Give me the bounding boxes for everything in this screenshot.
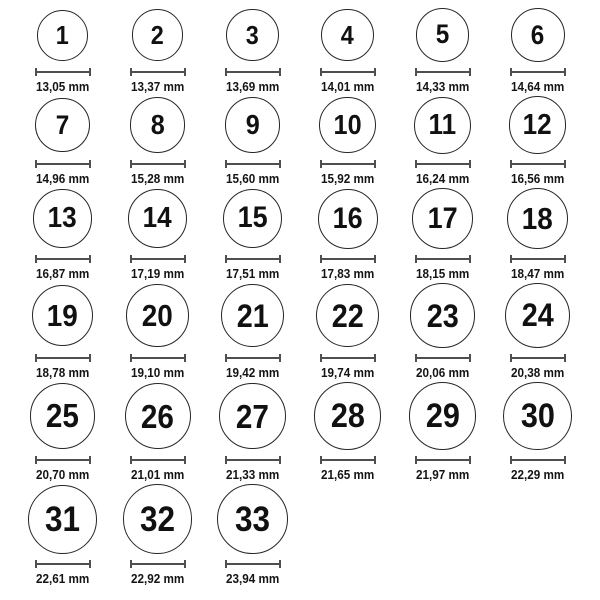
ring-circle-box — [412, 186, 473, 251]
ring-size-number: 13 — [47, 202, 78, 234]
ring-circle-box — [217, 482, 287, 556]
ring-size-number: 33 — [234, 499, 271, 539]
diameter-measure-line — [225, 456, 281, 464]
ring-size-cell — [395, 6, 490, 94]
ring-circle — [412, 188, 473, 249]
ring-circle — [32, 285, 94, 347]
ring-size-number: 23 — [426, 297, 459, 334]
ring-circle — [503, 382, 571, 450]
ring-circle — [30, 383, 95, 448]
ring-circle — [225, 97, 281, 153]
ring-size-number: 29 — [425, 396, 460, 435]
ring-circle — [226, 9, 278, 61]
diameter-mm-label: 19,42 mm — [225, 365, 280, 380]
ring-circle-box — [416, 6, 469, 64]
ring-size-cell — [110, 281, 205, 380]
ring-circle-box — [30, 380, 95, 452]
ring-size-cell — [205, 6, 300, 94]
ring-circle — [28, 485, 97, 554]
ring-circle — [414, 97, 471, 154]
ring-size-number: 24 — [521, 297, 554, 334]
diameter-mm-label: 22,92 mm — [130, 571, 185, 586]
ring-size-row — [0, 281, 600, 380]
ring-size-cell — [205, 94, 300, 186]
ring-size-cell — [300, 94, 395, 186]
diameter-measure-line — [225, 68, 281, 76]
ring-size-number: 5 — [435, 19, 450, 50]
ring-size-cell — [300, 380, 395, 482]
diameter-measure-line — [320, 255, 376, 263]
diameter-mm-label: 14,64 mm — [510, 79, 565, 94]
diameter-mm-label: 15,28 mm — [130, 171, 185, 186]
ring-size-cell — [110, 6, 205, 94]
ring-circle — [318, 189, 378, 249]
diameter-measure-line — [225, 160, 281, 168]
ring-size-row — [0, 380, 600, 482]
diameter-measure-line — [415, 68, 471, 76]
ring-circle — [221, 284, 284, 347]
diameter-measure-line — [320, 160, 376, 168]
ring-size-number: 26 — [140, 397, 175, 435]
diameter-mm-label: 15,92 mm — [320, 171, 375, 186]
ring-size-number: 10 — [333, 108, 362, 140]
diameter-mm-label: 21,65 mm — [320, 467, 375, 482]
ring-circle-box — [321, 6, 374, 64]
ring-circle-box — [511, 6, 565, 64]
ring-circle-box — [319, 94, 375, 156]
ring-size-cell — [15, 6, 110, 94]
diameter-measure-line — [130, 160, 186, 168]
ring-size-cell — [110, 380, 205, 482]
diameter-mm-label: 14,01 mm — [320, 79, 375, 94]
ring-circle-box — [126, 281, 188, 350]
ring-size-cell — [205, 380, 300, 482]
diameter-measure-line — [35, 560, 91, 568]
ring-size-cell — [205, 186, 300, 281]
ring-circle — [321, 9, 374, 62]
ring-circle-box — [35, 94, 90, 156]
ring-size-cell — [395, 281, 490, 380]
diameter-mm-label: 16,56 mm — [510, 171, 565, 186]
ring-size-number: 21 — [236, 297, 269, 334]
ring-size-number: 14 — [142, 201, 173, 234]
ring-size-number: 18 — [521, 201, 554, 236]
ring-circle — [128, 189, 187, 248]
diameter-measure-line — [130, 255, 186, 263]
diameter-mm-label: 18,78 mm — [35, 365, 90, 380]
diameter-measure-line — [320, 354, 376, 362]
diameter-measure-line — [510, 354, 566, 362]
ring-size-number: 11 — [428, 108, 457, 141]
ring-circle-box — [28, 482, 97, 556]
ring-size-cell — [490, 186, 585, 281]
ring-circle-box — [507, 186, 568, 251]
ring-circle — [410, 283, 474, 347]
diameter-measure-line — [130, 68, 186, 76]
ring-circle-box — [33, 186, 91, 251]
ring-circle — [223, 189, 282, 248]
ring-circle — [507, 188, 568, 249]
ring-circle — [217, 484, 287, 554]
ring-size-number: 9 — [245, 108, 260, 140]
diameter-mm-label: 18,15 mm — [415, 266, 470, 281]
ring-circle — [125, 383, 191, 449]
ring-size-number: 16 — [332, 201, 363, 235]
ring-circle — [35, 98, 90, 153]
ring-size-number: 20 — [141, 297, 174, 333]
diameter-measure-line — [415, 255, 471, 263]
diameter-measure-line — [415, 354, 471, 362]
ring-circle-box — [226, 6, 278, 64]
diameter-mm-label: 14,96 mm — [35, 171, 90, 186]
diameter-mm-label: 20,38 mm — [510, 365, 565, 380]
ring-size-cell — [15, 281, 110, 380]
diameter-measure-line — [35, 68, 91, 76]
diameter-mm-label: 21,97 mm — [415, 467, 470, 482]
ring-size-number: 15 — [237, 201, 268, 235]
ring-size-row — [0, 482, 600, 586]
diameter-measure-line — [225, 255, 281, 263]
ring-size-number: 1 — [55, 20, 70, 50]
diameter-mm-label: 20,06 mm — [415, 365, 470, 380]
ring-size-number: 7 — [55, 109, 70, 140]
diameter-measure-line — [225, 560, 281, 568]
ring-size-number: 32 — [139, 499, 176, 539]
ring-size-cell — [300, 186, 395, 281]
diameter-mm-label: 22,61 mm — [35, 571, 90, 586]
diameter-mm-label: 19,10 mm — [130, 365, 185, 380]
ring-size-number: 19 — [46, 297, 79, 333]
ring-circle-box — [314, 380, 381, 452]
diameter-measure-line — [415, 160, 471, 168]
ring-size-cell — [395, 94, 490, 186]
diameter-mm-label: 14,33 mm — [415, 79, 470, 94]
diameter-measure-line — [415, 456, 471, 464]
diameter-mm-label: 20,70 mm — [35, 467, 90, 482]
ring-size-cell — [15, 94, 110, 186]
ring-size-cell — [395, 186, 490, 281]
diameter-measure-line — [130, 560, 186, 568]
ring-size-cell — [15, 186, 110, 281]
ring-circle — [33, 189, 91, 247]
diameter-mm-label: 16,24 mm — [415, 171, 470, 186]
ring-size-cell — [490, 6, 585, 94]
ring-circle-box — [318, 186, 378, 251]
ring-circle-box — [410, 281, 474, 350]
ring-size-cell — [300, 281, 395, 380]
ring-circle-box — [37, 6, 88, 64]
ring-circle — [509, 96, 567, 154]
ring-circle-box — [132, 6, 184, 64]
ring-circle — [409, 382, 477, 450]
ring-circle — [126, 284, 188, 346]
diameter-mm-label: 17,83 mm — [320, 266, 375, 281]
ring-circle-box — [125, 380, 191, 452]
ring-size-number: 25 — [45, 397, 80, 435]
ring-circle — [37, 10, 88, 61]
diameter-mm-label: 13,37 mm — [130, 79, 185, 94]
ring-circle — [132, 9, 184, 61]
diameter-mm-label: 22,29 mm — [510, 467, 565, 482]
diameter-mm-label: 15,60 mm — [225, 171, 280, 186]
ring-circle-box — [316, 281, 380, 350]
ring-circle — [505, 283, 570, 348]
ring-size-number: 31 — [44, 499, 81, 539]
diameter-mm-label: 17,19 mm — [130, 266, 185, 281]
ring-size-number: 22 — [331, 297, 364, 334]
diameter-mm-label: 13,05 mm — [35, 79, 90, 94]
ring-size-number: 17 — [427, 201, 458, 235]
ring-size-cell — [110, 186, 205, 281]
diameter-measure-line — [225, 354, 281, 362]
diameter-measure-line — [320, 456, 376, 464]
ring-circle-box — [32, 281, 94, 350]
ring-circle-box — [123, 482, 193, 556]
diameter-mm-label: 19,74 mm — [320, 365, 375, 380]
ring-size-number: 30 — [520, 396, 555, 435]
ring-circle — [316, 284, 380, 348]
diameter-mm-label: 21,33 mm — [225, 467, 280, 482]
diameter-measure-line — [510, 456, 566, 464]
ring-circle — [123, 484, 193, 554]
diameter-measure-line — [510, 68, 566, 76]
ring-size-number: 28 — [330, 397, 365, 435]
ring-size-cell — [205, 281, 300, 380]
ring-size-cell — [110, 94, 205, 186]
ring-circle-box — [409, 380, 477, 452]
diameter-measure-line — [510, 255, 566, 263]
ring-circle-box — [505, 281, 570, 350]
ring-circle-box — [128, 186, 187, 251]
ring-size-number: 4 — [340, 19, 354, 50]
diameter-mm-label: 21,01 mm — [130, 467, 185, 482]
diameter-measure-line — [130, 456, 186, 464]
ring-circle-box — [509, 94, 567, 156]
ring-circle-box — [219, 380, 286, 452]
diameter-measure-line — [35, 354, 91, 362]
diameter-mm-label: 18,47 mm — [510, 266, 565, 281]
ring-size-cell — [300, 6, 395, 94]
diameter-measure-line — [510, 160, 566, 168]
ring-size-number: 12 — [522, 108, 553, 141]
ring-size-number: 8 — [150, 109, 165, 140]
ring-size-cell — [395, 380, 490, 482]
diameter-measure-line — [35, 255, 91, 263]
ring-circle — [511, 8, 565, 62]
ring-circle — [319, 97, 375, 153]
ring-size-row — [0, 186, 600, 281]
ring-circle-box — [130, 94, 185, 156]
diameter-mm-label: 16,87 mm — [35, 266, 90, 281]
ring-circle — [416, 8, 469, 61]
ring-circle — [130, 97, 185, 152]
ring-size-row — [0, 94, 600, 186]
ring-circle-box — [225, 94, 281, 156]
ring-circle-box — [223, 186, 282, 251]
diameter-mm-label: 17,51 mm — [225, 266, 280, 281]
ring-size-number: 27 — [235, 397, 270, 435]
ring-size-number: 2 — [150, 20, 165, 50]
ring-circle-box — [414, 94, 471, 156]
ring-size-number: 3 — [245, 20, 260, 50]
diameter-measure-line — [320, 68, 376, 76]
diameter-mm-label: 23,94 mm — [225, 571, 280, 586]
ring-size-cell — [205, 482, 300, 586]
ring-circle — [219, 383, 286, 450]
diameter-mm-label: 13,69 mm — [225, 79, 280, 94]
ring-circle — [314, 382, 381, 449]
ring-circle-box — [221, 281, 284, 350]
ring-size-cell — [15, 482, 110, 586]
ring-size-number: 6 — [530, 19, 545, 50]
ring-size-cell — [15, 380, 110, 482]
ring-size-cell — [110, 482, 205, 586]
ring-size-row — [0, 6, 600, 94]
ring-size-cell — [490, 94, 585, 186]
ring-circle-box — [503, 380, 571, 452]
diameter-measure-line — [35, 456, 91, 464]
diameter-measure-line — [35, 160, 91, 168]
diameter-measure-line — [130, 354, 186, 362]
ring-size-cell — [490, 380, 585, 482]
ring-size-cell — [490, 281, 585, 380]
